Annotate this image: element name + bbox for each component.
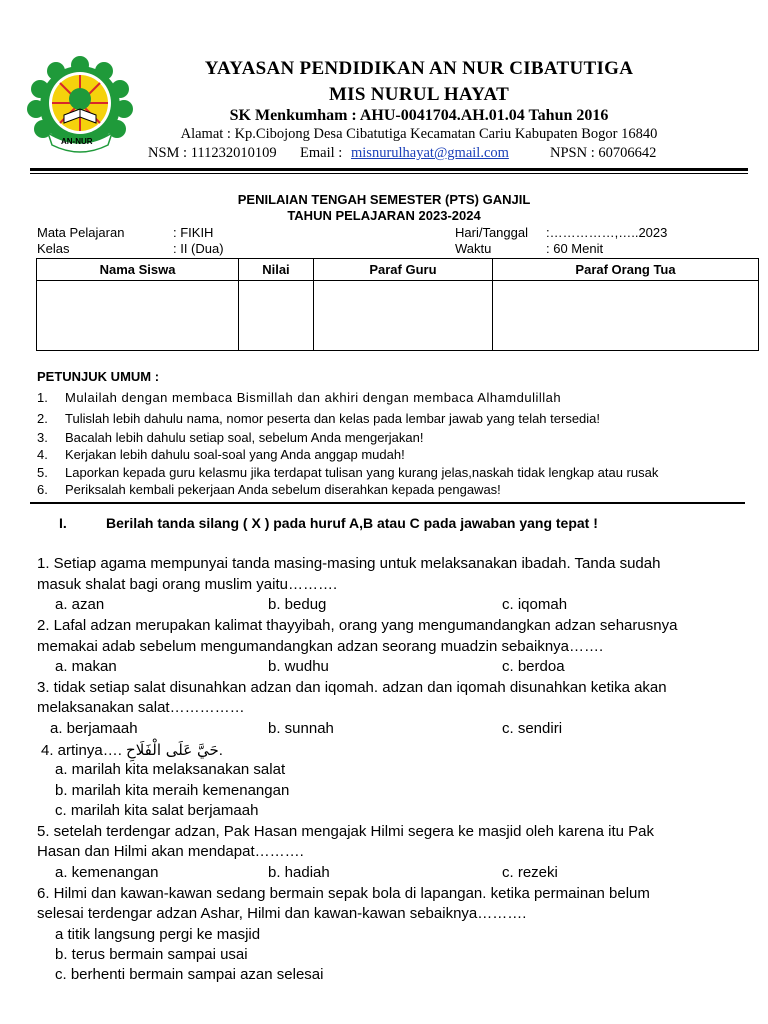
grade-table bbox=[36, 258, 759, 351]
question-text: Hasan dan Hilmi akan mendapat………. bbox=[37, 843, 304, 860]
decree-number: SK Menkumham : AHU-0041704.AH.01.04 Tahun 2016 bbox=[229, 107, 609, 124]
header-student-name: Nama Siswa bbox=[37, 259, 239, 281]
teacher-signature-cell[interactable] bbox=[313, 281, 492, 351]
option-b[interactable]: b. marilah kita meraih kemenangan bbox=[55, 782, 290, 799]
option-a[interactable]: a. azan bbox=[55, 596, 105, 613]
instruction-num: 2. bbox=[37, 411, 48, 426]
option-a[interactable]: a. berjamaah bbox=[50, 720, 138, 737]
foundation-name: YAYASAN PENDIDIKAN AN NUR CIBATUTIGA bbox=[204, 58, 634, 79]
instruction-num: 5. bbox=[37, 465, 48, 480]
date-value: :……………,…..2023 bbox=[546, 225, 668, 240]
instruction-num: 4. bbox=[37, 447, 48, 462]
arabic-phrase: حَيَّ عَلَى الْفَلَاحِ bbox=[126, 741, 219, 759]
logo-text: AN-NUR bbox=[61, 137, 93, 146]
instruction-text: Kerjakan lebih dahulu soal-soal yang Anda anggap mudah! bbox=[65, 447, 405, 462]
school-address: Alamat : Kp.Cibojong Desa Cibatutiga Kecamatan Cariu Kabupaten Bogor 16840 bbox=[180, 126, 658, 142]
exam-title: PENILAIAN TENGAH SEMESTER (PTS) GANJIL bbox=[237, 192, 531, 207]
option-c[interactable]: c. berdoa bbox=[502, 658, 565, 675]
option-a[interactable]: a. makan bbox=[55, 658, 117, 675]
option-a[interactable]: a. kemenangan bbox=[55, 864, 159, 881]
class-value: : II (Dua) bbox=[173, 241, 224, 256]
instruction-text: Bacalah lebih dahulu setiap soal, sebelum Anda mengerjakan! bbox=[65, 430, 424, 445]
question-text: 6. Hilmi dan kawan-kawan sedang bermain sepak bola di lapangan. ketika permainan belum bbox=[37, 885, 650, 902]
question-text: 5. setelah terdengar adzan, Pak Hasan mengajak Hilmi segera ke masjid oleh karena itu Pak bbox=[37, 823, 655, 840]
date-label: Hari/Tanggal bbox=[455, 225, 528, 240]
subject-value: : FIKIH bbox=[173, 225, 214, 240]
email-link[interactable]: misnurulhayat@gmail.com bbox=[351, 145, 509, 161]
question-suffix: . bbox=[218, 742, 223, 759]
option-b[interactable]: b. sunnah bbox=[268, 720, 334, 737]
instructions-heading: PETUNJUK UMUM : bbox=[37, 369, 160, 384]
email-label: Email : bbox=[300, 145, 343, 161]
time-label: Waktu bbox=[455, 241, 492, 256]
option-b[interactable]: b. wudhu bbox=[268, 658, 329, 675]
header-score: Nilai bbox=[239, 259, 314, 281]
question-text bbox=[41, 741, 223, 759]
question-text: 2. Lafal adzan merupakan kalimat thayyibah, orang yang mengumandangkan adzan seharusnya bbox=[37, 617, 678, 634]
school-name: MIS NURUL HAYAT bbox=[328, 84, 510, 105]
instruction-text: Tulislah lebih dahulu nama, nomor peserta dan kelas pada lembar jawab yang telah tersedia! bbox=[65, 411, 601, 426]
instruction-num: 3. bbox=[37, 430, 48, 445]
subject-label: Mata Pelajaran bbox=[37, 225, 125, 240]
header-rule-thick bbox=[30, 168, 748, 171]
question-text: masuk shalat bagi orang muslim yaitu………. bbox=[37, 576, 338, 593]
section-rule bbox=[30, 502, 745, 504]
question-text: 1. Setiap agama mempunyai tanda masing-masing untuk melaksanakan ibadah. Tanda sudah bbox=[37, 555, 661, 572]
npsn-number: NPSN : 60706642 bbox=[550, 145, 657, 161]
instruction-num: 6. bbox=[37, 482, 48, 497]
option-b[interactable]: b. terus bermain sampai usai bbox=[55, 946, 248, 963]
instruction-num: 1. bbox=[37, 390, 48, 405]
student-name-cell[interactable] bbox=[37, 281, 239, 351]
section-number: I. bbox=[59, 515, 67, 531]
option-b[interactable]: b. hadiah bbox=[268, 864, 330, 881]
option-b[interactable]: b. bedug bbox=[268, 596, 327, 613]
option-c[interactable]: c. rezeki bbox=[502, 864, 558, 881]
score-cell[interactable] bbox=[239, 281, 314, 351]
instruction-text: Mulailah dengan membaca Bismillah dan akhiri dengan membaca Alhamdulillah bbox=[65, 390, 562, 405]
section-title: Berilah tanda silang ( X ) pada huruf A,B atau C pada jawaban yang tepat ! bbox=[106, 515, 598, 531]
nsm-number: NSM : 111232010109 bbox=[148, 145, 277, 161]
class-label: Kelas bbox=[37, 241, 70, 256]
header-teacher-signature: Paraf Guru bbox=[313, 259, 492, 281]
instruction-text: Periksalah kembali pekerjaan Anda sebelum diserahkan kepada pengawas! bbox=[65, 482, 501, 497]
question-text: selesai terdengar adzan Ashar, Hilmi dan kawan-kawan sebaiknya………. bbox=[37, 905, 527, 922]
question-text: 3. tidak setiap salat disunahkan adzan dan iqomah. adzan dan iqomah disunahkan ketika akan bbox=[37, 679, 667, 696]
time-value: : 60 Menit bbox=[546, 241, 604, 256]
parent-signature-cell[interactable] bbox=[493, 281, 759, 351]
question-prefix: 4. artinya…. bbox=[41, 742, 122, 759]
question-text: memakai adab sebelum mengumandangkan adzan seorang muadzin sebaiknya……. bbox=[37, 638, 604, 655]
question-text: melaksanakan salat…………… bbox=[37, 699, 245, 716]
option-c[interactable]: c. iqomah bbox=[502, 596, 568, 613]
option-a[interactable]: a. marilah kita melaksanakan salat bbox=[55, 761, 286, 778]
header-parent-signature: Paraf Orang Tua bbox=[493, 259, 759, 281]
header-rule-thin bbox=[30, 173, 748, 174]
option-c[interactable]: c. sendiri bbox=[502, 720, 563, 737]
instruction-text: Laporkan kepada guru kelasmu jika terdapat tulisan yang kurang jelas,naskah tidak lengkap atau rusak bbox=[65, 465, 659, 480]
option-c[interactable]: c. marilah kita salat berjamaah bbox=[55, 802, 259, 819]
option-a[interactable]: a titik langsung pergi ke masjid bbox=[55, 926, 261, 943]
exam-year: TAHUN PELAJARAN 2023-2024 bbox=[287, 208, 481, 223]
option-c[interactable]: c. berhenti bermain sampai azan selesai bbox=[55, 966, 324, 983]
